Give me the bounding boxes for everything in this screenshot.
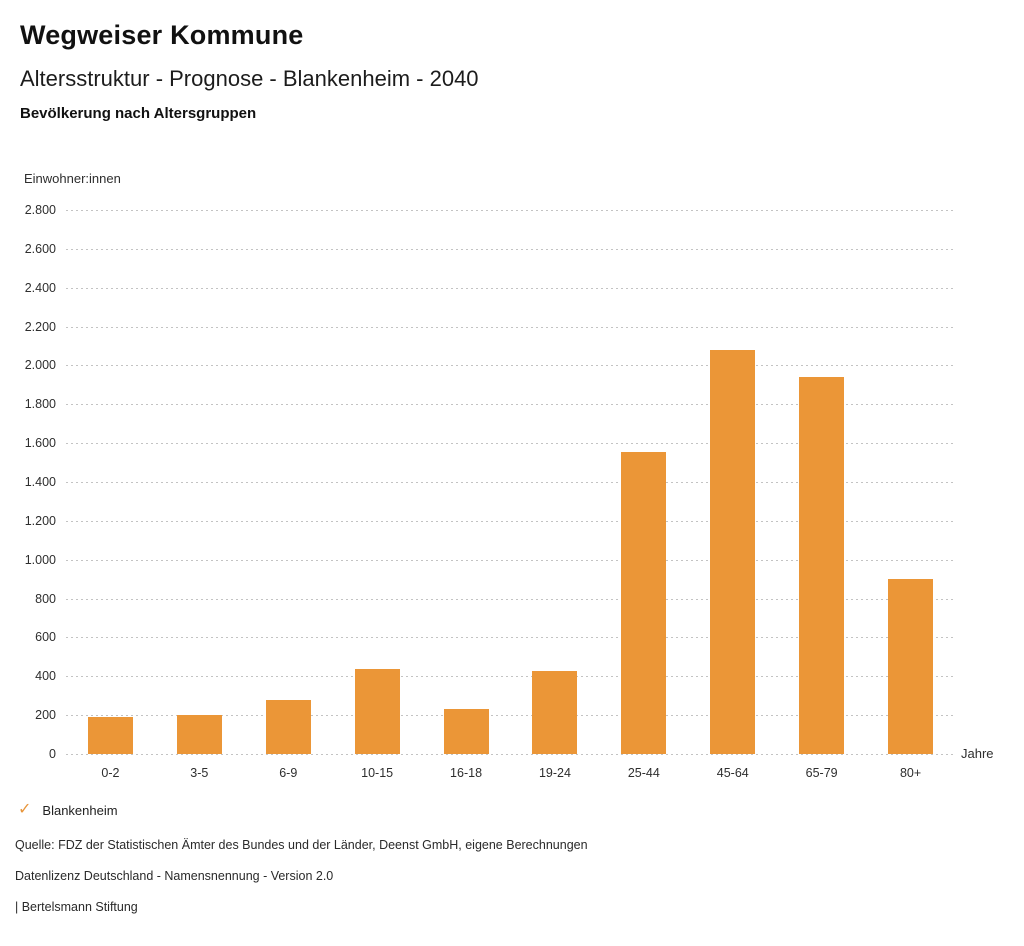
y-tick-label: 1.600: [24, 436, 56, 451]
page-title: Wegweiser Kommune: [20, 20, 304, 50]
attribution-text: | Bertelsmann Stiftung: [15, 900, 138, 914]
x-tick-label-0-2: 0-2: [101, 766, 120, 780]
x-axis-title: Jahre: [961, 746, 994, 761]
bar-19-24[interactable]: [532, 671, 577, 754]
bar-16-18[interactable]: [444, 709, 489, 754]
x-tick-label-10-15: 10-15: [361, 766, 394, 780]
chart-subtitle: Altersstruktur - Prognose - Blankenheim - 2040: [20, 66, 479, 91]
y-tick-label: 1.800: [24, 397, 56, 412]
gridline-2.200: [66, 327, 955, 328]
y-tick-label: 2.600: [24, 241, 56, 256]
source-text: Quelle: FDZ der Statistischen Ämter des Bundes und der Länder, Deenst GmbH, eigene Berechnungen: [15, 838, 588, 852]
bar-10-15[interactable]: [355, 669, 400, 754]
y-tick-label: 600: [35, 630, 56, 645]
bar-0-2[interactable]: [88, 717, 133, 754]
y-axis-title: Einwohner:innen: [24, 171, 121, 186]
y-tick-label: 1.200: [24, 513, 56, 528]
bar-25-44[interactable]: [621, 452, 666, 754]
x-tick-label-3-5: 3-5: [190, 766, 209, 780]
y-tick-label: 1.000: [24, 552, 56, 567]
bar-45-64[interactable]: [710, 350, 755, 754]
x-tick-label-80+: 80+: [899, 766, 922, 780]
legend-item-blankenheim[interactable]: [18, 802, 118, 818]
y-tick-label: 2.000: [24, 358, 56, 373]
x-tick-label-65-79: 65-79: [805, 766, 838, 780]
bar-65-79[interactable]: [799, 377, 844, 754]
chart-heading: Bevölkerung nach Altersgruppen: [20, 105, 257, 122]
x-tick-label-45-64: 45-64: [716, 766, 749, 780]
check-icon: ✓: [18, 801, 32, 818]
gridline-2.400: [66, 288, 955, 289]
bar-6-9[interactable]: [266, 700, 311, 754]
gridline-2.000: [66, 365, 955, 366]
x-tick-label-19-24: 19-24: [538, 766, 571, 780]
gridline-0: [66, 754, 955, 755]
legend-label: Blankenheim: [42, 802, 118, 818]
bar-3-5[interactable]: [177, 715, 222, 754]
y-tick-label: 800: [35, 591, 56, 606]
x-tick-label-6-9: 6-9: [279, 766, 298, 780]
license-text: Datenlizenz Deutschland - Namensnennung - Version 2.0: [15, 869, 334, 883]
x-tick-label-16-18: 16-18: [450, 766, 483, 780]
y-tick-label: 2.400: [24, 280, 56, 295]
y-tick-label: 2.800: [24, 203, 56, 217]
y-tick-label: 1.400: [24, 475, 56, 489]
plot-area: [24, 203, 955, 780]
gridline-2.600: [66, 249, 955, 250]
y-tick-label: 2.200: [24, 319, 56, 334]
y-tick-label: 400: [35, 669, 56, 684]
x-tick-label-25-44: 25-44: [627, 766, 660, 780]
y-tick-label: 200: [35, 708, 56, 723]
bar-80+[interactable]: [888, 579, 933, 754]
gridline-2.800: [66, 210, 955, 211]
y-tick-label: 0: [49, 747, 56, 761]
